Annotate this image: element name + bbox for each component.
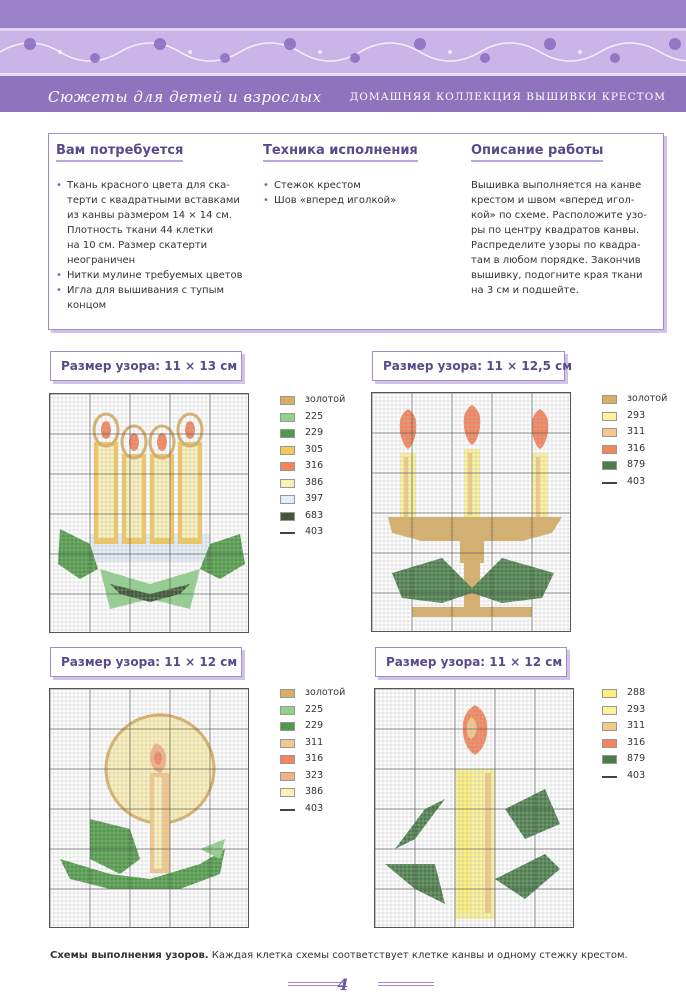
legend-label: золотой xyxy=(627,393,668,404)
color-legend xyxy=(280,688,360,818)
pattern-grid xyxy=(49,393,249,633)
legend-swatch xyxy=(602,482,617,484)
technique-title: Техника исполнения xyxy=(263,143,418,162)
pattern-grid xyxy=(49,688,249,928)
legend-label: 225 xyxy=(305,703,324,715)
legend-swatch xyxy=(280,512,295,521)
legend-label: 311 xyxy=(627,720,646,731)
legend-label: 403 xyxy=(627,475,646,487)
legend-swatch xyxy=(602,706,617,715)
legend-swatch xyxy=(280,739,295,748)
legend-label: 403 xyxy=(305,802,324,814)
legend-swatch xyxy=(602,428,617,437)
technique-list xyxy=(263,178,453,208)
materials-title: Вам потребуется xyxy=(56,143,183,162)
info-box xyxy=(48,133,664,330)
pattern-size-label: Размер узора: 11 × 12 см xyxy=(50,647,242,677)
pattern-grid xyxy=(371,392,571,632)
pattern-grid xyxy=(374,688,574,928)
legend-swatch xyxy=(280,446,295,455)
legend-label: 229 xyxy=(305,720,324,731)
legend-swatch xyxy=(602,412,617,421)
materials-item: • Нитки мулине требуемых цветов xyxy=(56,268,256,283)
legend-swatch xyxy=(280,479,295,488)
legend-swatch xyxy=(280,495,295,504)
pattern-size-label: Размер узора: 11 × 12 см xyxy=(375,647,567,677)
legend-label: 403 xyxy=(627,769,646,781)
collection-title: ДОМАШНЯЯ КОЛЛЕКЦИЯ ВЫШИВКИ КРЕСТОМ xyxy=(349,91,666,103)
legend-swatch xyxy=(280,755,295,764)
legend-label: 386 xyxy=(305,476,324,488)
pattern-size-label: Размер узора: 11 × 12,5 см xyxy=(372,351,565,381)
legend-label: 879 xyxy=(627,753,646,764)
legend-swatch xyxy=(280,772,295,781)
legend-label: 293 xyxy=(627,703,646,715)
legend-label: 397 xyxy=(305,493,324,504)
legend-swatch xyxy=(280,788,295,797)
legend-swatch xyxy=(280,706,295,715)
legend-label: 316 xyxy=(627,736,646,748)
caption-bold: Схемы выполнения узоров. xyxy=(50,950,209,961)
description-text: Вышивка выполняется на канве крестом и швом «вперед игол- кой» по схеме. Расположите узо- ры по центру квадратов канвы. Распределите узоры по квадра- там в любом порядке. Закончив вышивку, подогните края ткани на 3 см и подшейте. xyxy=(471,180,647,296)
legend-swatch xyxy=(280,429,295,438)
caption-text: Каждая клетка схемы соответствует клетке канвы и одному стежку крестом. xyxy=(208,950,628,961)
legend-label: 311 xyxy=(627,426,646,437)
legend-label: 288 xyxy=(627,687,646,698)
materials-item: • Ткань красного цвета для ска- терти с квадратными вставками из канвы размером 14 × 14 см. Плотность ткани 44 клетки на 10 см. Размер скатерти неограничен xyxy=(56,178,256,268)
legend-label: 305 xyxy=(305,443,324,455)
legend-swatch xyxy=(602,445,617,454)
technique-item: • Стежок крестом xyxy=(263,178,453,193)
legend-swatch xyxy=(602,395,617,404)
legend-swatch xyxy=(602,722,617,731)
legend-swatch xyxy=(602,755,617,764)
legend-label: 316 xyxy=(305,753,324,764)
legend-label: золотой xyxy=(305,394,346,405)
color-legend xyxy=(602,688,682,788)
legend-swatch xyxy=(280,809,295,811)
legend-label: 229 xyxy=(305,427,324,438)
legend-swatch xyxy=(602,689,617,698)
legend-label: 293 xyxy=(627,409,646,421)
caption xyxy=(50,950,628,961)
page-number: 4 xyxy=(337,975,349,994)
legend-label: 386 xyxy=(305,786,324,797)
technique-item: • Шов «вперед иголкой» xyxy=(263,193,453,208)
legend-swatch xyxy=(280,689,295,698)
legend-swatch xyxy=(280,462,295,471)
legend-label: 225 xyxy=(305,410,324,422)
color-legend xyxy=(602,394,682,494)
legend-swatch xyxy=(602,461,617,470)
legend-label: 316 xyxy=(627,442,646,454)
legend-swatch xyxy=(280,532,295,534)
materials-item: • Игла для вышивания с тупым концом xyxy=(56,283,256,313)
legend-swatch xyxy=(280,722,295,731)
color-legend xyxy=(280,395,360,545)
legend-swatch xyxy=(280,396,295,405)
legend-swatch xyxy=(280,413,295,422)
section-title: Сюжеты для детей и взрослых xyxy=(48,88,322,106)
legend-swatch xyxy=(602,776,617,778)
legend-label: золотой xyxy=(305,687,346,698)
legend-label: 316 xyxy=(305,460,324,471)
pattern-size-label: Размер узора: 11 × 13 см xyxy=(50,351,242,381)
legend-label: 683 xyxy=(305,509,324,521)
legend-label: 311 xyxy=(305,736,324,748)
legend-label: 323 xyxy=(305,769,324,781)
legend-label: 403 xyxy=(305,526,324,537)
description-title: Описание работы xyxy=(471,143,603,162)
legend-label: 879 xyxy=(627,459,646,470)
materials-list xyxy=(56,178,256,313)
legend-swatch xyxy=(602,739,617,748)
